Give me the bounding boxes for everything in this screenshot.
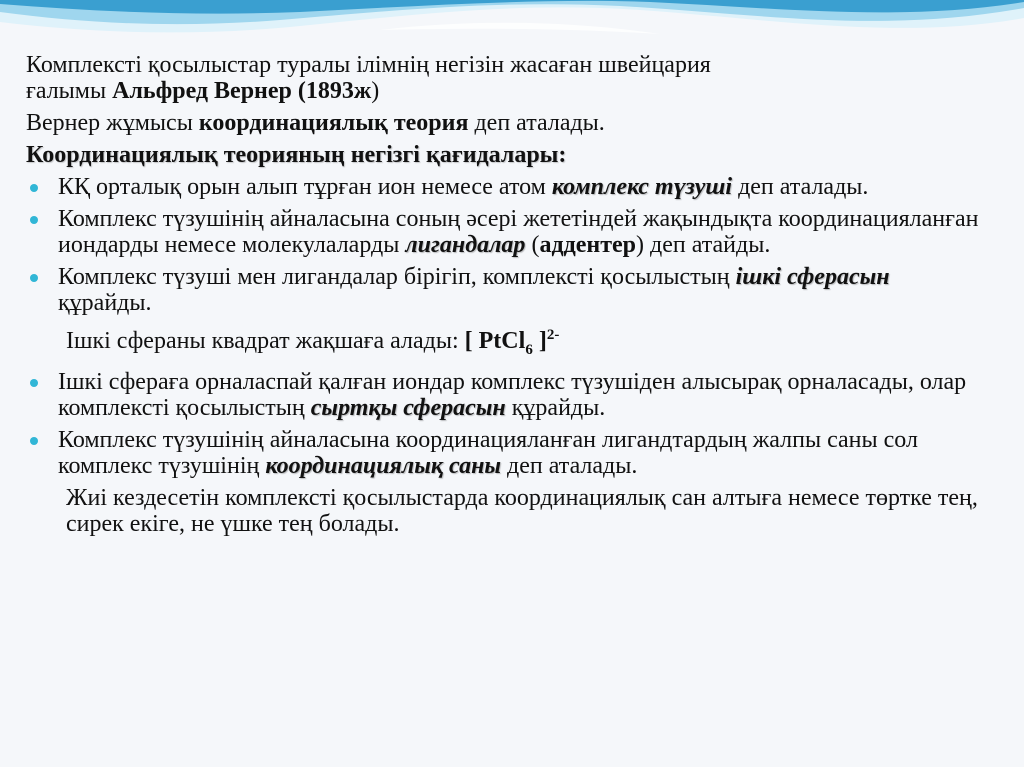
bullet-dot-icon bbox=[30, 437, 38, 445]
formula-close: ] bbox=[532, 328, 547, 354]
bullet-text-end: ) деп атайды. bbox=[636, 232, 771, 258]
intro-line1: Комплексті қосылыстар туралы ілімнің негізін жасаған швейцария bbox=[26, 52, 711, 78]
bullet-text: Комплекс түзушінің айналасына соның әсері жететіндей жақындықта координацияланған иондарды немесе молекулаларды bbox=[58, 206, 979, 258]
bullet-dot-icon bbox=[30, 184, 38, 192]
bullet-dot-icon bbox=[30, 274, 38, 282]
formula-open: [ PtCl bbox=[464, 328, 526, 354]
term-ligands: лигандалар bbox=[405, 232, 526, 258]
bullet-text: Комплекс түзушінің айналасына координацияланған лигандтардың жалпы саны сол комплекс түзушінің bbox=[58, 426, 918, 479]
werner-theory-paragraph bbox=[26, 110, 986, 136]
closing-paragraph: Жиі кездесетін комплексті қосылыстарда координациялық сан алтыға немесе төртке тең, сирек екіге, не үшке тең болады. bbox=[66, 484, 978, 537]
bullet-dot-icon bbox=[30, 216, 38, 224]
bullet-text-end: деп аталады. bbox=[501, 452, 638, 479]
bullet-complexing-agent bbox=[26, 174, 986, 200]
bullet-inner-sphere bbox=[26, 264, 986, 316]
intro-line2-end: ) bbox=[371, 78, 380, 104]
bullet-ligands bbox=[26, 206, 986, 258]
bullet-text-end: құрайды. bbox=[58, 290, 152, 316]
werner-theory-text: Вернер жұмысы bbox=[26, 110, 199, 136]
bullet-text: КҚ орталық орын алып тұрған ион немесе атом bbox=[58, 174, 552, 200]
bullet-coordination-number bbox=[26, 427, 986, 479]
intro-line2-text: ғалымы bbox=[26, 78, 113, 104]
bullet-text: Ішкі сфераға орналаспай қалған иондар комплекс түзушіден алысырақ орналасады, олар комплексті қосылыстың bbox=[58, 368, 967, 421]
werner-name: Альфред Вернер (1893ж bbox=[112, 78, 372, 104]
formula bbox=[464, 327, 560, 358]
intro-paragraph bbox=[26, 52, 986, 104]
formula-subscript: 6 bbox=[525, 341, 533, 358]
bullet-text: Комплекс түзуші мен лигандалар бірігіп, комплексті қосылыстың bbox=[58, 264, 736, 290]
term-coordination-number: координациялық саны bbox=[265, 452, 502, 479]
bullet-outer-sphere bbox=[26, 369, 986, 421]
bullet-text-end: құрайды. bbox=[505, 394, 606, 421]
term-inner-sphere: ішкі сферасын bbox=[735, 264, 890, 290]
principles-heading: Координациялық теорияның негізгі қағидалары: bbox=[26, 142, 567, 168]
coordination-theory-term: координациялық теория bbox=[198, 110, 469, 136]
term-outer-sphere: сыртқы сферасын bbox=[310, 394, 506, 421]
slide-body bbox=[26, 52, 986, 543]
term-complexing-agent: комплекс түзуші bbox=[551, 174, 733, 200]
werner-theory-end: деп аталады. bbox=[468, 110, 605, 136]
bullet-text-end: деп аталады. bbox=[732, 174, 869, 200]
term-addends: аддентер bbox=[539, 232, 636, 258]
sphere-text: Ішкі сфераны квадрат жақшаға алады: bbox=[66, 328, 465, 354]
bullet-text-mid: ( bbox=[525, 232, 540, 258]
formula-charge: 2- bbox=[546, 327, 560, 343]
inner-sphere-formula-line bbox=[26, 322, 986, 363]
bullet-dot-icon bbox=[30, 379, 38, 387]
